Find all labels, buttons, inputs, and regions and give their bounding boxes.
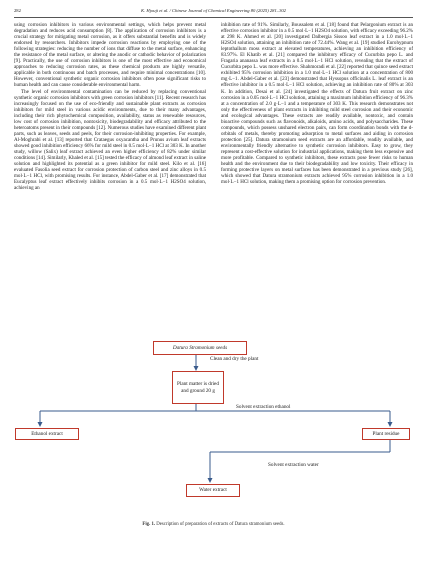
paragraph: using corrosion inhibitors in various environmental settings, which helps prevent metal degradation and reduces acid consumption [8]. The application of corrosion inhibitors is a crucial strategy for mitigating metal corrosion, as it offers substantial benefits and is widely endorsed by researchers. Inhibitors impede corrosion reactions by employing one of the following strategies: reducing the number of ions that diffuse to the metal surface, enhancing the resistance of the metal surface, or altering the anodic or cathodic behavior of polarization [9]. Practically, the use of corrosion inhibitors is one of the most effective and economical approaches to reducing corrosion rates, as these chemical products are highly versatile, applicable in both continuous and batch processes, and require minimal concentrations [10]. However, conventional synthetic organic corrosion inhibitors often pose significant risks to human health and can cause considerable environmental harm.: [14, 22, 206, 89]
page-number: 282: [14, 8, 21, 13]
water-extract-box: Water extract: [186, 484, 240, 497]
paragraph: inhibition rate of 91%. Similarly, Boussalem et al. [18] found that Pelargonium extract is an effective corrosion inhibitor in a 0.5 mol·L−1 H2SO4 solution, with efficacy exceeding 96.2% at 298 K. Ahmed et al. [20] investigated Dalbergia Sissoo leaf extract in a 1.0 mol·L−1 H2SO4 solution, attaining an inhibition rate of 72.44%. Wang et al. [19] studied Eurohypnum leptothallum moss extract at elevated temperatures, achieving an inhibition efficiency of 83.97%. El Khatib et al. [21] compared the inhibitory efficacy of Cucurbita pepo L. and Fragaria ananassa leaf extracts in a 0.5 mol·L−1 HCl solution, revealing that the extract of Cucurbita pepo L. was more effective. Shahmoradi et al. [22] reported that quince seed extract exhibited 95% corrosion inhibition in a 1.0 mol·L−1 HCl solution at a concentration of 800 mg·L−1. Abdel-Gaber et al. [23] demonstrated that Hyssopus officinalis L. leaf extract is an effective inhibitor in a 0.5 mol·L−1 HCl solution, achieving an inhibition rate of 80% at 303 K. In addition, Desai et al. [24] investigated the effects of Datura fruit extract on zinc corrosion in a 0.05 mol·L−1 HCl solution, attaining a maximum inhibition efficiency of 96.3% at a concentration of 2.0 g·L−1 and a temperature of 303 K. This research demonstrates not only the effectiveness of plant extracts in inhibiting mild steel corrosion and their economic and ecological advantages. These extracts are readily available, nontoxic, and contain bioactive compounds such as flavonoids, alkaloids, amino acids, and polysaccharides. These compounds, which possess unshared electron pairs, can form coordination bonds with the d-orbitals of metals, thereby promoting adsorption to metal surfaces and aiding in corrosion protection [25]. Datura stramonium seed extracts are an affordable, readily available, and environmentally friendly alternative to synthetic corrosion inhibitors. Easy to grow, they represent a cost-effective solution for industrial applications, making them less expensive and more profitable. Compared to synthetic inhibitors, these extracts pose fewer risks to human health and the environment due to their biodegradability and low toxicity. Their efficacy in forming protective layers on metal surfaces has been demonstrated in a previous study [26], which showed that Datura stramonium extracts achieved 95% corrosion inhibition in a 1.0 mol·L−1 HCl solution, making them a promising option for corrosion prevention.: [221, 22, 413, 186]
figure-caption: [14, 522, 413, 527]
header-rule: [14, 17, 413, 18]
powder-box: Plant matter is dried and ground 20 g: [172, 371, 224, 404]
caption-label: Fig. 1.: [142, 522, 156, 527]
step-clean-label: Clean and dry the plant: [210, 356, 259, 362]
left-column: [14, 22, 206, 320]
ethanol-extract-box: Ethanol extract: [15, 428, 79, 440]
right-column: [221, 22, 413, 320]
step-water-label: Solvent extraction water: [268, 462, 319, 468]
paragraph: The level of environmental contamination can be reduced by replacing conventional synthetic organic corrosion inhibitors with green corrosion inhibitors [11]. Recent research has increasingly focused on the use of eco-friendly and sustainable plant extracts as corrosion inhibitors for mild steel in various acidic environments, due to their many advantages, including their rich phytochemical composition, availability, status as renewable resources, low cost of corrosion inhibition, nontoxicity, biodegradability and efficacy attributed to the heteroatoms present in their compounds [12]. Numerous studies have examined different plant parts, such as leaves, seeds and peels, for their corrosion-inhibiting properties. For example, Al-Moghrabi et al. [13] reported that Crataegus oxyacantha and Prunus avium leaf extracts showed good inhibition efficiency 66% for mild steel in 0.5 mol·L−1 HCl at 303 K. In another study, willow (Salix) leaf extract achieved an even higher efficiency of 82% under similar conditions [14]. Similarly, Khaled et al. [15] tested the efficacy of almond leaf extract in saline solution and highlighted its potential as a green inhibitor for mild steel. Kilo et al. [16] evaluated Fasolia seed extract for corrosion protection of carbon steel and zinc alloys in 0.5 mol·L−1 HCl, with promising results. For instance, Abdel-Gaber et al. [17] demonstrated that Eucalyptus leaf extract effectively inhibits corrosion in a 0.5 mol·L−1 H2SO4 solution, achieving an: [14, 88, 206, 192]
plant-residue-box: Plant residue: [362, 428, 410, 440]
caption-text: Description of preparation of extracts of Datura stramonium seeds.: [156, 522, 285, 527]
seeds-box: Datura Stramonium seeds: [153, 341, 247, 355]
step-ethanol-label: Solvent extraction ethanol: [236, 404, 291, 410]
journal-citation: K. Hjouji et al. / Chinese Journal of Chemical Engineering 80 (2025) 281–302: [141, 8, 286, 13]
